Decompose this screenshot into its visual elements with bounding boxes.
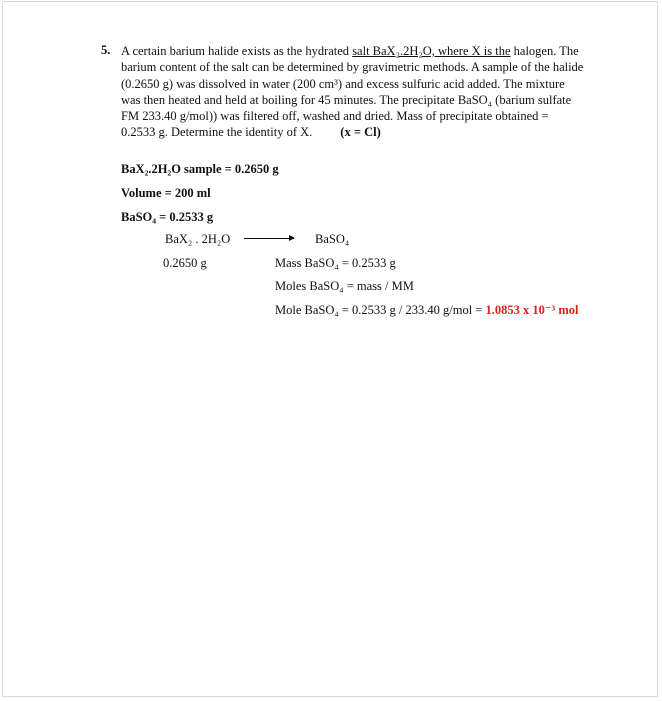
reaction-arrow-icon	[244, 238, 294, 239]
reactant-mass: 0.2650 g	[163, 256, 207, 270]
answer-hint: (x = Cl)	[340, 125, 381, 140]
document-page	[2, 1, 658, 697]
calc-moles-formula: Moles BaSO₄ = mass / MM	[275, 279, 414, 293]
question-line-4: was then heated and held at boiling for 45 minutes. The precipitate BaSO₄ (barium sulfate	[121, 92, 572, 107]
given-sample: BaX₂.2H₂O sample = 0.2650 g	[121, 162, 279, 176]
mole-result: 1.0853 x 10⁻³ mol	[485, 303, 579, 317]
calc-mole-line: Mole BaSO₄ = 0.2533 g / 233.40 g/mol = 1.0853 x 10⁻³ mol	[275, 303, 579, 317]
underlined-phrase: salt BaX₂.2H₂O, where X is the	[352, 44, 511, 58]
given-baso4: BaSO₄ = 0.2533 g	[121, 210, 214, 224]
question-line-6: 0.2533 g. Determine the identity of X. (x = Cl)	[121, 125, 381, 140]
reaction-product: BaSO₄	[315, 232, 350, 246]
question-line-5: FM 233.40 g/mol)) was filtered off, washed and dried. Mass of precipitate obtained =	[121, 109, 549, 124]
question-text	[121, 43, 606, 141]
reaction-reactant: BaX₂ . 2H₂O	[165, 232, 231, 246]
question-line-1: A certain barium halide exists as the hydrated salt BaX₂.2H₂O, where X is the halogen. The	[121, 44, 579, 58]
question-line-3: (0.2650 g) was dissolved in water (200 cm³) and excess sulfuric acid added. The mixture	[121, 76, 565, 91]
question-line-2: barium content of the salt can be determined by gravimetric methods. A sample of the halide	[121, 60, 584, 75]
given-volume: Volume = 200 ml	[121, 186, 211, 200]
calc-mass-line: Mass BaSO₄ = 0.2533 g	[275, 256, 396, 270]
question-number: 5.	[101, 43, 111, 57]
